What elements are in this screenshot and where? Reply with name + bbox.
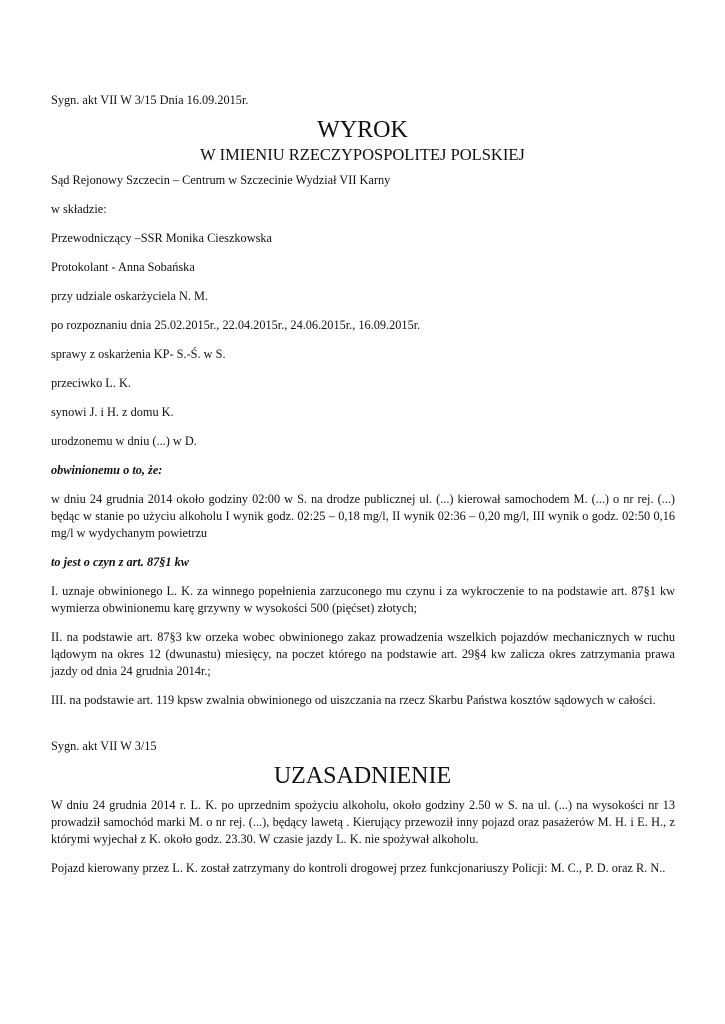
case-origin: sprawy z oskarżenia KP- S.-Ś. w S. bbox=[51, 347, 226, 361]
verdict-point-1: I. uznaje obwinionego L. K. za winnego popełnienia zarzuconego mu czynu i za wykroczenie to na podstawie art. 87§1 kw wymierza obwinionemu karę grzywny w wysokości 500 (pięćset) złotych; bbox=[51, 584, 675, 615]
justification-paragraph-1: W dniu 24 grudnia 2014 r. L. K. po uprzednim spożyciu alkoholu, około godziny 2.50 w S. na ul. (...) na wysokości nr 13 prowadził samochód marki M. o nr rej. (...), będący lawetą . Kierujący przewoził inny pojazd oraz pasażerów M. H. i E. H., z którymi wyjechał z K. około godz. 23.30. W czasie jazdy L. K. nie spożywał alkoholu. bbox=[51, 798, 675, 846]
charge-article: to jest o czyn z art. 87§1 kw bbox=[51, 555, 190, 569]
court-clerk: Protokolant - Anna Sobańska bbox=[51, 260, 195, 274]
document-title: WYROK bbox=[317, 117, 408, 143]
justification-paragraph-2: Pojazd kierowany przez L. K. został zatrzymany do kontroli drogowej przez funkcjonariuszy Policji: M. C., P. D. oraz R. N.. bbox=[51, 861, 666, 875]
charge-text: w dniu 24 grudnia 2014 około godziny 02:00 w S. na drodze publicznej ul. (...) kierował samochodem M. (...) o nr rej. (...) będąc w stanie po użyciu alkoholu I wynik godz. 02:25 – 0,18 mg/l, II wynik 02:36 – 0,20 mg/l, III wynik o godz. 02:50 0,16 mg/l w wydychanym powietrzu bbox=[51, 492, 675, 540]
verdict-point-2: II. na podstawie art. 87§3 kw orzeka wobec obwinionego zakaz prowadzenia wszelkich pojazdów mechanicznych w ruchu lądowym na okres 12 (dwunastu) miesięcy, na poczet którego na podstawie art. 29§4 kw zalicza okres zatrzymania prawa jazdy od dnia 24 grudnia 2014r.; bbox=[51, 630, 675, 678]
chair-judge: Przewodniczący –SSR Monika Cieszkowska bbox=[51, 231, 272, 245]
prosecutor: przy udziale oskarżyciela N. M. bbox=[51, 289, 209, 303]
charge-label: obwinionemu o to, że: bbox=[51, 463, 163, 477]
case-signature-date: Sygn. akt VII W 3/15 Dnia 16.09.2015r. bbox=[51, 93, 249, 107]
defendant-birth: urodzonemu w dniu (...) w D. bbox=[51, 434, 197, 448]
document-subtitle: W IMIENIU RZECZYPOSPOLITEJ POLSKIEJ bbox=[200, 145, 525, 164]
hearing-dates: po rozpoznaniu dnia 25.02.2015r., 22.04.2015r., 24.06.2015r., 16.09.2015r. bbox=[51, 318, 421, 332]
verdict-point-3: III. na podstawie art. 119 kpsw zwalnia obwinionego od uiszczania na rzecz Skarbu Państwa kosztów sądowych w całości. bbox=[51, 693, 656, 707]
defendant-parents: synowi J. i H. z domu K. bbox=[51, 405, 174, 419]
defendant: przeciwko L. K. bbox=[51, 376, 131, 390]
justification-signature: Sygn. akt VII W 3/15 bbox=[51, 739, 157, 753]
composition-label: w składzie: bbox=[51, 202, 107, 216]
court-name: Sąd Rejonowy Szczecin – Centrum w Szczecinie Wydział VII Karny bbox=[51, 173, 391, 187]
justification-title: UZASADNIENIE bbox=[273, 763, 452, 789]
